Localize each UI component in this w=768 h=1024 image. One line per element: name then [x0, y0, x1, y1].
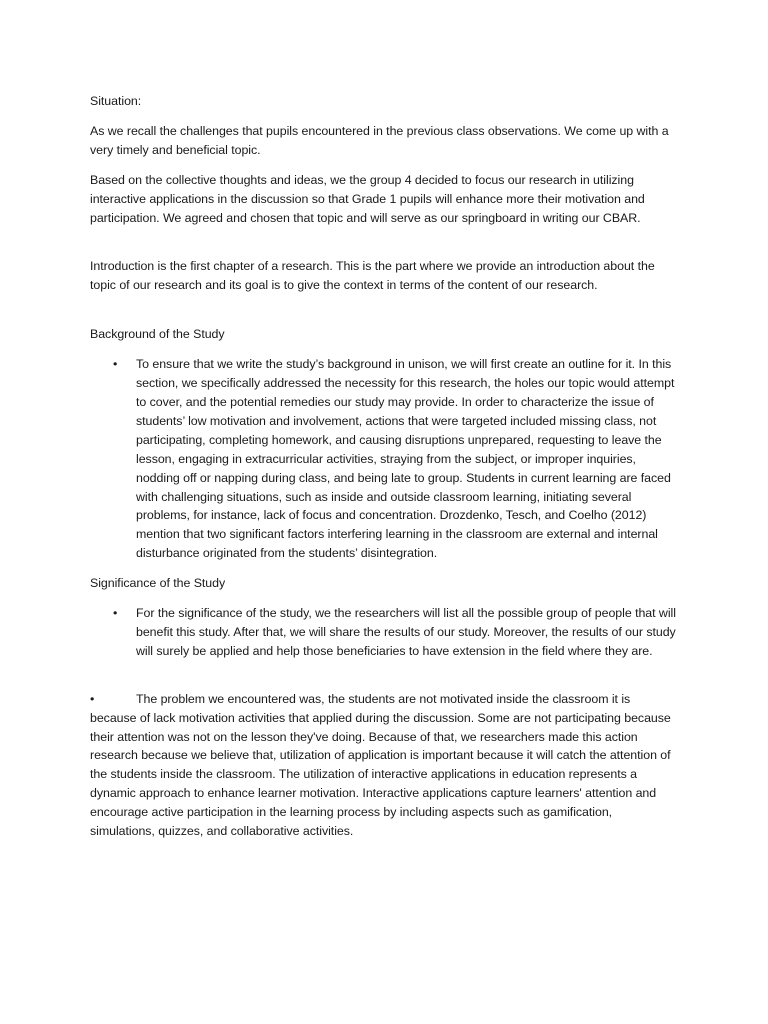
introduction-paragraph: Introduction is the first chapter of a research. This is the part where we provide an introduction about the topic of our research and its goal is to give the context in terms of the content of our research. — [90, 259, 655, 293]
significance-bullet-text: For the significance of the study, we the researchers will list all the possible group of people that will benefit this study. After that, we will share the results of our study. Moreover, the results of our study will surely be applied and help those beneficiaries to have extension in the field where they are. — [136, 606, 676, 658]
bullet-icon: • — [113, 606, 118, 621]
significance-bullet-item — [90, 604, 680, 661]
significance-heading: Significance of the Study — [90, 576, 226, 591]
background-bullet-text: To ensure that we write the study’s background in unison, we will first create an outline for it. In this section, we specifically addressed the necessity for this research, the holes our topic would attempt to cover, and the potential remedies our study may provide. In order to characterize the issue of students’ low motivation and involvement, actions that were targeted included missing class, not participating, completing homework, and causing disruptions unprepared, requesting to leave the lesson, engaging in extracurricular activities, straying from the subject, or improper inquiries, nodding off or napping during class, and being late to group. Students in current learning are faced with challenging situations, such as inside and outside classroom learning, initiating several problems, for instance, lack of focus and concentration. Drozdenko, Tesch, and Coelho (2012) mention that two significant factors interfering learning in the classroom are external and internal disturbance originated from the students’ disintegration. — [136, 357, 675, 561]
bullet-icon: • — [113, 357, 118, 372]
document-page — [90, 92, 680, 841]
problem-text: The problem we encountered was, the students are not motivated inside the classroom it is because of lack motivation activities that applied during the discussion. Some are not participating because their attention was not on the lesson they've doing. Because of that, we researchers made this action research because we believe that, utilization of application is important because it will catch the attention of the students inside the classroom. The utilization of interactive applications in education represents a dynamic approach to enhance learner motivation. Interactive applications capture learners' attention and encourage active participation in the learning process by including aspects such as gamification, simulations, quizzes, and collaborative activities. — [90, 691, 671, 839]
situation-paragraph-1: As we recall the challenges that pupils encountered in the previous class observations. We come up with a very timely and beneficial topic. — [90, 123, 669, 157]
situation-paragraph-2: Based on the collective thoughts and ideas, we the group 4 decided to focus our research in utilizing interactive applications in the discussion so that Grade 1 pupils will enhance more their motivation and participation. We agreed and chosen that topic and will serve as our springboard in writing our CBAR. — [90, 172, 645, 225]
situation-heading: Situation: — [90, 94, 142, 108]
bullet-icon: • — [90, 691, 95, 706]
background-heading: Background of the Study — [90, 327, 225, 342]
problem-paragraph — [90, 690, 680, 841]
background-bullet-item — [90, 355, 680, 563]
